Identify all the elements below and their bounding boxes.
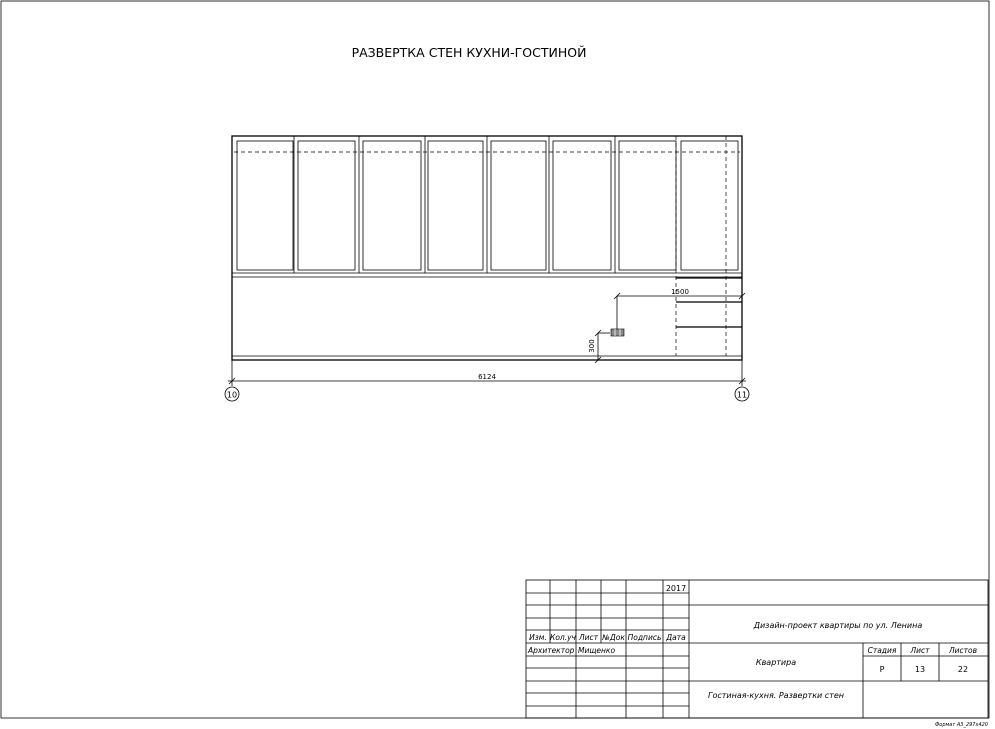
stamp-col-header: Дата: [666, 633, 686, 642]
axis-label-left: 10: [226, 390, 238, 400]
stamp-author: Мищенко: [578, 646, 616, 655]
stamp-sheet-title: Гостиная-кухня. Развертки стен: [707, 691, 845, 700]
dimension-overall: [228, 360, 746, 386]
cabinet-door: [237, 141, 293, 270]
dimension-label-overall: 6124: [478, 373, 496, 381]
stamp-sheets-label: Листов: [948, 646, 978, 655]
stamp-sheets-value: 22: [957, 665, 969, 674]
dimension-300: [588, 330, 610, 363]
stamp-stage-value: Р: [879, 665, 885, 674]
stamp-object-name: Квартира: [755, 658, 797, 667]
dimension-1500: [614, 288, 745, 329]
stamp-year: 2017: [665, 584, 687, 593]
wall-elevation: [232, 136, 742, 360]
stamp-sheet-value: 13: [914, 665, 926, 674]
cabinet-door: [491, 141, 546, 270]
socket-icon: [611, 329, 624, 336]
cabinet-door: [363, 141, 421, 270]
cabinet-door: [553, 141, 611, 270]
axis-label-right: 11: [736, 390, 748, 400]
axis-marker-left: [225, 387, 239, 401]
stamp-col-header: Изм.: [529, 633, 547, 642]
stamp-col-header: Подпись: [627, 633, 662, 642]
cabinet-door: [298, 141, 355, 270]
stamp-col-header: Лист: [578, 633, 599, 642]
title-block: [526, 580, 988, 718]
axis-marker-right: [735, 387, 749, 401]
stamp-col-header: Кол.уч: [550, 633, 576, 642]
dimension-label-top: 1500: [671, 288, 689, 296]
format-note: Формат А3_297х420: [934, 722, 988, 728]
cabinet-door: [619, 141, 676, 270]
cabinet-door: [681, 141, 738, 270]
dimension-label-vertical: 300: [588, 339, 596, 353]
stamp-stage-label: Стадия: [867, 646, 897, 655]
stamp-project-title: Дизайн-проект квартиры по ул. Ленина: [753, 621, 923, 630]
stamp-sheet-label: Лист: [910, 646, 930, 655]
stamp-col-header: №Док: [602, 633, 625, 642]
stamp-role: Архитектор: [528, 646, 575, 655]
cabinet-door: [428, 141, 483, 270]
drawing-title: РАЗВЕРТКА СТЕН КУХНИ-ГОСТИНОЙ: [351, 45, 587, 60]
